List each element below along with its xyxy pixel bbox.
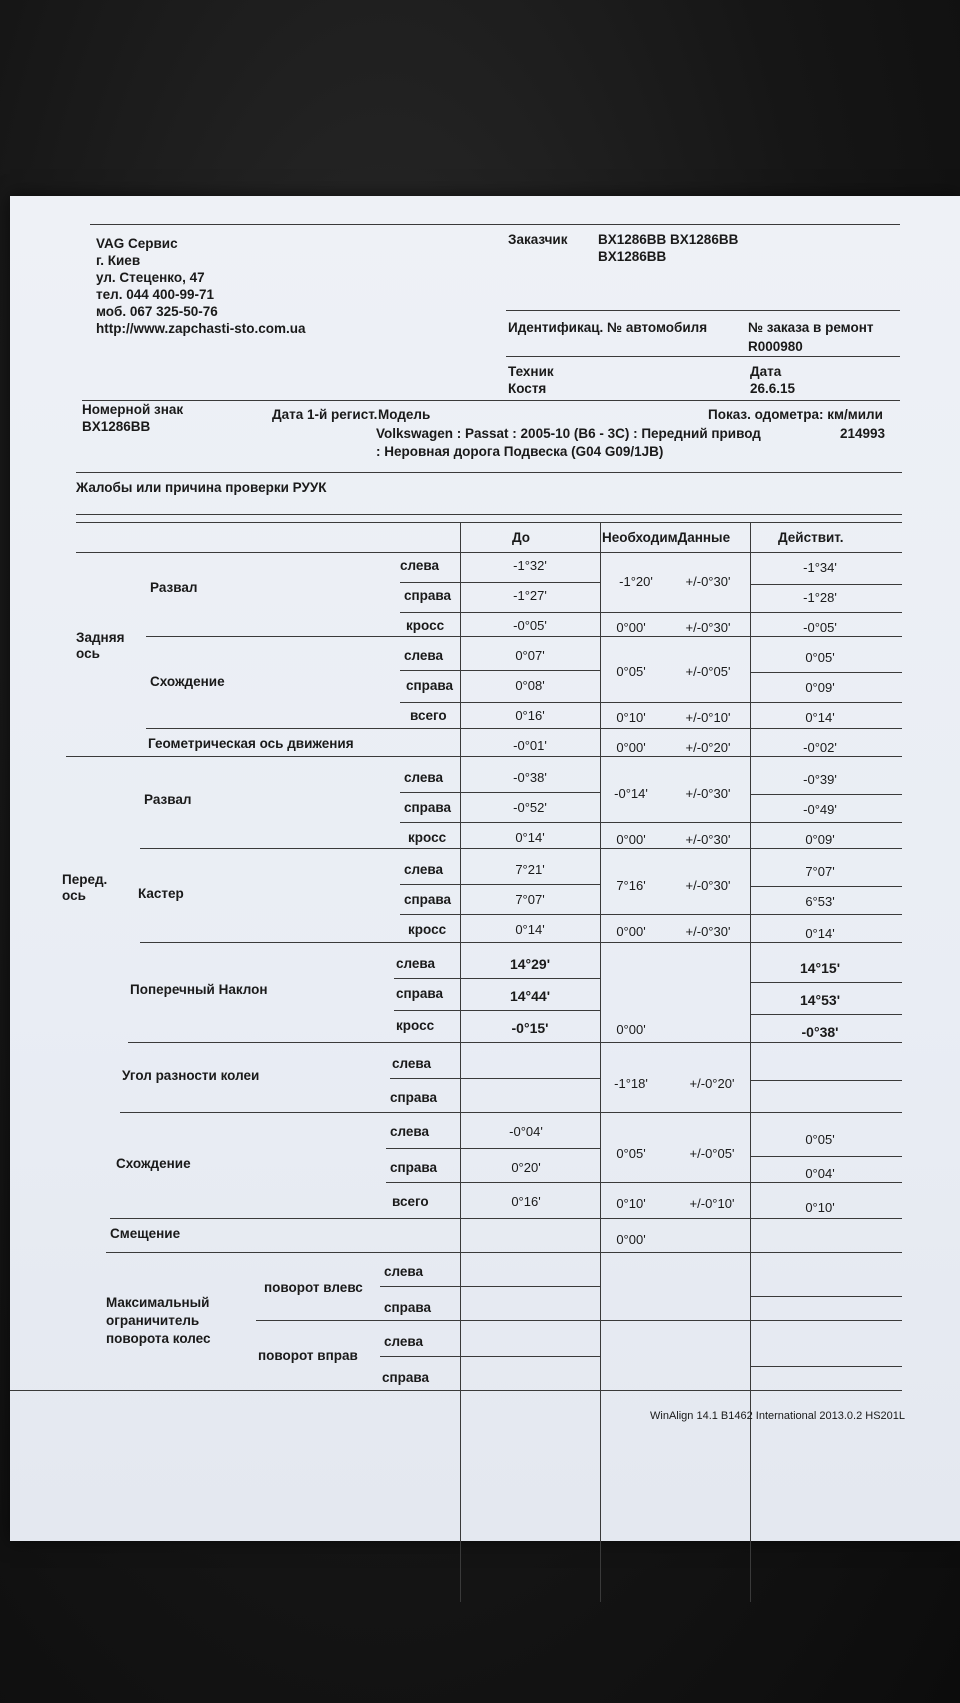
row-left: слева <box>404 862 444 877</box>
front-toe-total-spec: 0°10' <box>616 1196 646 1211</box>
front-toe-total-before: 0°16' <box>511 1194 541 1209</box>
front-toe-left-before: -0°04' <box>509 1124 543 1139</box>
divider <box>400 702 902 703</box>
divider <box>10 1390 902 1391</box>
row-left: слева <box>384 1264 424 1279</box>
rear-toe-right-actual: 0°09' <box>805 680 835 695</box>
front-camber-left-actual: -0°39' <box>803 772 837 787</box>
front-camber-left-before: -0°38' <box>513 770 547 785</box>
thrust-spec: 0°00' <box>616 740 646 755</box>
customer-value: BX1286BB BX1286BB <box>598 232 739 247</box>
row-right: справа <box>404 588 452 603</box>
col-divider <box>600 522 601 1602</box>
front-toe-right-actual: 0°04' <box>805 1166 835 1181</box>
rear-toe-total-spec: 0°10' <box>616 710 646 725</box>
odometer-value: 214993 <box>840 426 886 441</box>
divider <box>120 1112 902 1113</box>
row-right: справа <box>384 1300 432 1315</box>
caster-right-actual: 6°53' <box>805 894 835 909</box>
rear-camber-spec: -1°20' <box>619 574 653 589</box>
thrust-before: -0°01' <box>513 738 547 753</box>
caster-tol: +/-0°30' <box>685 878 731 893</box>
setback-spec: 0°00' <box>616 1232 646 1247</box>
front-camber-right-actual: -0°49' <box>803 802 837 817</box>
sai-right-actual: 14°53' <box>799 992 841 1008</box>
divider <box>506 310 900 311</box>
turn-left-label: поворот влевс <box>264 1280 363 1295</box>
divider <box>394 1010 600 1011</box>
vin-label: Идентификац. № автомобиля <box>508 320 708 335</box>
divider <box>400 914 902 915</box>
divider <box>750 1014 902 1015</box>
sai-cross-actual: -0°38' <box>801 1024 839 1040</box>
plate-value: BX1286BB <box>82 419 151 434</box>
caster-label: Кастер <box>138 886 184 901</box>
front-camber-cross-spec: 0°00' <box>616 832 646 847</box>
rear-camber-cross-before: -0°05' <box>513 618 547 633</box>
model-line-1: Volkswagen : Passat : 2005-10 (B6 - 3C) : Передний привод <box>376 426 761 441</box>
row-right: справа <box>396 986 444 1001</box>
sai-cross-spec: 0°00' <box>616 1022 646 1037</box>
rear-toe-tol: +/-0°05' <box>685 664 731 679</box>
rear-toe-total-before: 0°16' <box>515 708 545 723</box>
sai-right-before: 14°44' <box>509 988 551 1004</box>
row-cross: кросс <box>408 922 447 937</box>
divider <box>386 1148 600 1149</box>
sai-left-before: 14°29' <box>509 956 551 972</box>
divider <box>106 1252 902 1253</box>
toe-diff-tol: +/-0°20' <box>689 1076 735 1091</box>
divider <box>506 356 900 357</box>
company-url: http://www.zapchasti-sto.com.ua <box>96 321 306 336</box>
divider <box>76 472 902 473</box>
rear-camber-cross-actual: -0°05' <box>803 620 837 635</box>
divider <box>110 1218 902 1219</box>
col-divider <box>460 522 461 1602</box>
toe-diff-label: Угол разности колеи <box>122 1068 260 1083</box>
thrust-actual: -0°02' <box>803 740 837 755</box>
row-right: справа <box>390 1160 438 1175</box>
header-required: НеобходимДанные <box>602 530 731 545</box>
rear-toe-total-tol: +/-0°10' <box>685 710 731 725</box>
rear-camber-left-actual: -1°34' <box>803 560 837 575</box>
rear-camber-label: Развал <box>150 580 198 595</box>
rear-camber-right-before: -1°27' <box>513 588 547 603</box>
divider <box>750 1080 902 1081</box>
front-camber-label: Развал <box>144 792 192 807</box>
company-street: ул. Стеценко, 47 <box>96 270 205 285</box>
rear-camber-cross-tol: +/-0°30' <box>685 620 731 635</box>
toe-diff-spec: -1°18' <box>614 1076 648 1091</box>
row-right: справа <box>390 1090 438 1105</box>
divider <box>76 552 902 553</box>
row-total: всего <box>392 1194 429 1209</box>
front-toe-total-actual: 0°10' <box>805 1200 835 1215</box>
divider <box>750 1296 902 1297</box>
caster-left-before: 7°21' <box>515 862 545 877</box>
caster-cross-spec: 0°00' <box>616 924 646 939</box>
setback-label: Смещение <box>110 1226 181 1241</box>
customer-label: Заказчик <box>508 232 568 247</box>
row-left: слева <box>404 648 444 663</box>
divider <box>750 584 902 585</box>
rear-axle-label: Задняя ось <box>76 630 125 661</box>
technician-name: Костя <box>508 381 547 396</box>
date-label: Дата <box>750 364 782 379</box>
divider <box>90 224 900 225</box>
front-toe-tol: +/-0°05' <box>689 1146 735 1161</box>
thrust-tol: +/-0°20' <box>685 740 731 755</box>
divider <box>400 612 902 613</box>
divider <box>400 822 902 823</box>
company-city: г. Киев <box>96 253 141 268</box>
caster-cross-tol: +/-0°30' <box>685 924 731 939</box>
divider <box>82 400 900 401</box>
divider <box>750 1366 902 1367</box>
caster-left-actual: 7°07' <box>805 864 835 879</box>
divider <box>140 848 902 849</box>
front-toe-total-tol: +/-0°10' <box>689 1196 735 1211</box>
company-name: VAG Сервис <box>96 236 178 251</box>
front-camber-cross-before: 0°14' <box>515 830 545 845</box>
front-camber-cross-actual: 0°09' <box>805 832 835 847</box>
row-left: слева <box>390 1124 430 1139</box>
divider <box>66 756 902 757</box>
row-left: слева <box>404 770 444 785</box>
front-camber-right-before: -0°52' <box>513 800 547 815</box>
row-total: всего <box>410 708 447 723</box>
rear-toe-total-actual: 0°14' <box>805 710 835 725</box>
col-divider <box>750 522 751 1602</box>
order-number: R000980 <box>748 339 803 354</box>
software-footer: WinAlign 14.1 B1462 International 2013.0.2 HS201L <box>650 1410 906 1422</box>
sai-label: Поперечный Наклон <box>130 982 268 997</box>
model-line-2: : Неровная дорога Подвеска (G04 G09/1JB) <box>376 444 664 459</box>
divider <box>76 522 902 523</box>
sai-cross-before: -0°15' <box>511 1020 549 1036</box>
row-right: справа <box>406 678 454 693</box>
front-camber-cross-tol: +/-0°30' <box>685 832 731 847</box>
company-mobile: моб. 067 325-50-76 <box>96 304 218 319</box>
rear-camber-right-actual: -1°28' <box>803 590 837 605</box>
divider <box>140 942 902 943</box>
divider <box>750 672 902 673</box>
caster-right-before: 7°07' <box>515 892 545 907</box>
front-camber-spec: -0°14' <box>614 786 648 801</box>
divider <box>146 636 902 637</box>
divider <box>380 1356 600 1357</box>
first-reg-label: Дата 1-й регист. <box>272 407 378 422</box>
divider <box>394 978 600 979</box>
divider <box>400 792 600 793</box>
customer-value-2: BX1286BB <box>598 249 667 264</box>
alignment-report-sheet <box>10 196 960 1541</box>
company-phone: тел. 044 400-99-71 <box>96 287 215 302</box>
rear-camber-cross-spec: 0°00' <box>616 620 646 635</box>
odometer-label: Показ. одометра: км/мили <box>708 407 883 422</box>
rear-toe-spec: 0°05' <box>616 664 646 679</box>
front-toe-left-actual: 0°05' <box>805 1132 835 1147</box>
row-left: слева <box>400 558 440 573</box>
rear-toe-label: Схождение <box>150 674 225 689</box>
front-toe-right-before: 0°20' <box>511 1160 541 1175</box>
divider <box>750 886 902 887</box>
front-axle-label: Перед. ось <box>62 872 108 903</box>
divider <box>750 1156 902 1157</box>
row-cross: кросс <box>406 618 445 633</box>
turn-right-label: поворот вправ <box>258 1348 358 1363</box>
rear-toe-left-actual: 0°05' <box>805 650 835 665</box>
sai-left-actual: 14°15' <box>799 960 841 976</box>
max-lock-label: Максимальный ограничитель поворота колес <box>106 1295 211 1346</box>
divider <box>76 514 902 515</box>
header-before: До <box>512 530 531 545</box>
caster-spec: 7°16' <box>616 878 646 893</box>
row-cross: кросс <box>408 830 447 845</box>
rear-toe-right-before: 0°08' <box>515 678 545 693</box>
divider <box>380 1286 600 1287</box>
row-left: слева <box>392 1056 432 1071</box>
divider <box>400 670 600 671</box>
rear-camber-tol: +/-0°30' <box>685 574 731 589</box>
row-right: справа <box>404 800 452 815</box>
plate-label: Номерной знак <box>82 402 184 417</box>
rear-camber-left-before: -1°32' <box>513 558 547 573</box>
caster-cross-before: 0°14' <box>515 922 545 937</box>
model-label: Модель <box>378 407 431 422</box>
thrust-angle-label: Геометрическая ось движения <box>148 736 354 751</box>
divider <box>128 1042 902 1043</box>
divider <box>390 1078 600 1079</box>
divider <box>400 884 600 885</box>
front-toe-spec: 0°05' <box>616 1146 646 1161</box>
row-left: слева <box>384 1334 424 1349</box>
divider <box>146 728 902 729</box>
complaint-label: Жалобы или причина проверки РУУК <box>76 480 327 495</box>
order-label: № заказа в ремонт <box>748 320 874 335</box>
row-right: справа <box>404 892 452 907</box>
divider <box>750 982 902 983</box>
divider <box>256 1320 902 1321</box>
rear-toe-left-before: 0°07' <box>515 648 545 663</box>
header-actual: Действит. <box>778 530 844 545</box>
divider <box>386 1182 902 1183</box>
row-right: справа <box>382 1370 430 1385</box>
front-camber-tol: +/-0°30' <box>685 786 731 801</box>
divider <box>400 582 600 583</box>
row-cross: кросс <box>396 1018 435 1033</box>
divider <box>750 794 902 795</box>
date-value: 26.6.15 <box>750 381 796 396</box>
front-toe-label: Схождение <box>116 1156 191 1171</box>
technician-label: Техник <box>508 364 554 379</box>
caster-cross-actual: 0°14' <box>805 926 835 941</box>
row-left: слева <box>396 956 436 971</box>
